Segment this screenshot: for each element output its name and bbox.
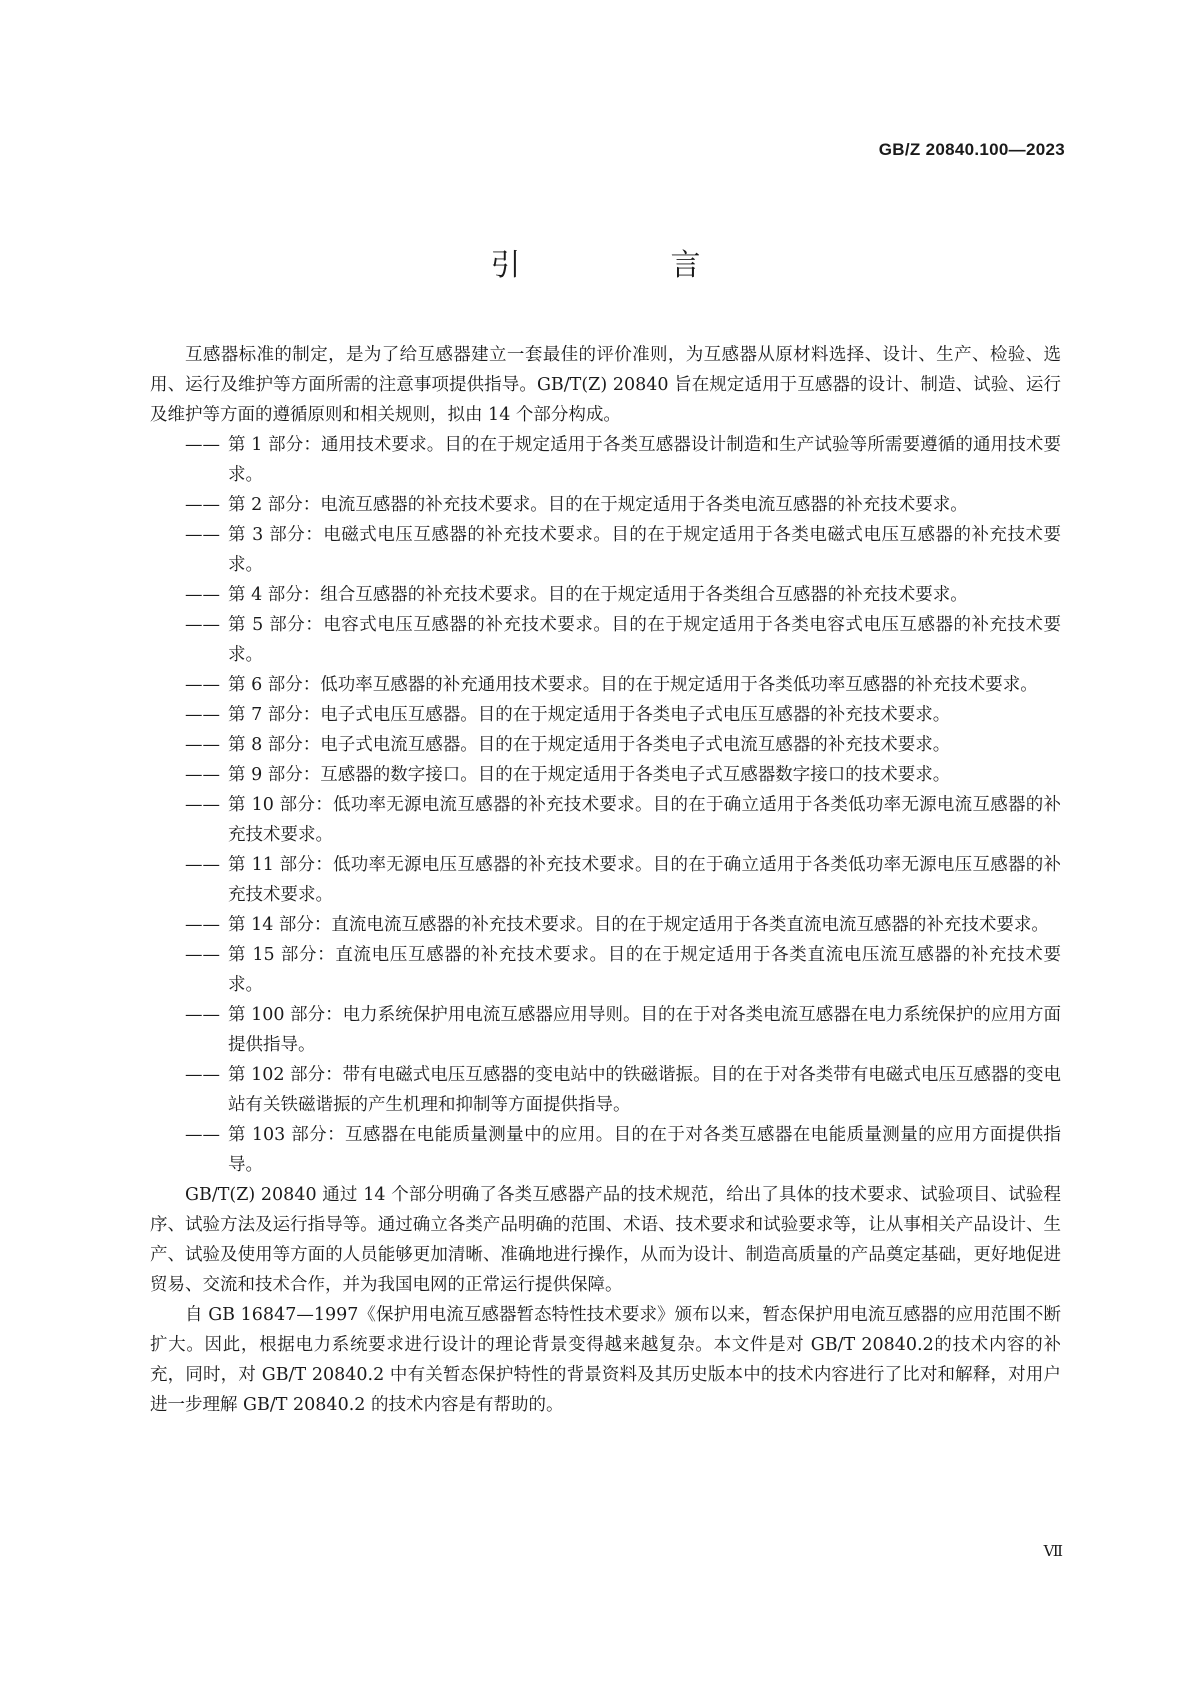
- list-item: [150, 790, 1061, 850]
- list-item: [150, 700, 1061, 730]
- list-item-text: 第 11 部分：低功率无源电压互感器的补充技术要求。目的在于确立适用于各类低功率无源电压互感器的补充技术要求。: [228, 855, 1061, 905]
- list-item: [150, 430, 1061, 490]
- list-item: [150, 1060, 1061, 1120]
- list-item-text: 第 2 部分：电流互感器的补充技术要求。目的在于规定适用于各类电流互感器的补充技术要求。: [228, 495, 968, 515]
- list-dash: ——: [185, 435, 220, 455]
- list-item: [150, 670, 1061, 700]
- page-title: 引 言: [490, 248, 761, 283]
- list-item-text: 第 100 部分：电力系统保护用电流互感器应用导则。目的在于对各类电流互感器在电力系统保护的应用方面提供指导。: [228, 1005, 1061, 1055]
- list-dash: ——: [185, 855, 220, 875]
- list-item: [150, 850, 1061, 910]
- list-item: [150, 520, 1061, 580]
- list-item-text: 第 102 部分：带有电磁式电压互感器的变电站中的铁磁谐振。目的在于对各类带有电磁式电压互感器的变电站有关铁磁谐振的产生机理和抑制等方面提供指导。: [228, 1065, 1061, 1115]
- list-dash: ——: [185, 735, 220, 755]
- list-item-text: 第 1 部分：通用技术要求。目的在于规定适用于各类互感器设计制造和生产试验等所需要遵循的通用技术要求。: [228, 435, 1061, 485]
- list-dash: ——: [185, 585, 220, 605]
- list-item: [150, 490, 1061, 520]
- parts-list: [150, 430, 1061, 1180]
- list-dash: ——: [185, 525, 220, 545]
- list-dash: ——: [185, 1065, 220, 1085]
- list-item: [150, 610, 1061, 670]
- summary-paragraph: GB/T(Z) 20840 通过 14 个部分明确了各类互感器产品的技术规范，给出了具体的技术要求、试验项目、试验程序、试验方法及运行指导等。通过确立各类产品明确的范围、术语、技术要求和试验要求等，让从事相关产品设计、生产、试验及使用等方面的人员能够更加清晰、准确地进行操作，从而为设计、制造高质量的产品奠定基础，更好地促进贸易、交流和技术合作，并为我国电网的正常运行提供保障。: [150, 1185, 1061, 1295]
- list-item: [150, 730, 1061, 760]
- standard-code: GB/Z 20840.100—2023: [878, 140, 1065, 159]
- list-item-text: 第 15 部分：直流电压互感器的补充技术要求。目的在于规定适用于各类直流电压流互感器的补充技术要求。: [228, 945, 1061, 995]
- list-dash: ——: [185, 1005, 220, 1025]
- list-item-text: 第 6 部分：低功率互感器的补充通用技术要求。目的在于规定适用于各类低功率互感器的补充技术要求。: [228, 675, 1038, 695]
- list-item: [150, 1000, 1061, 1060]
- list-item-text: 第 4 部分：组合互感器的补充技术要求。目的在于规定适用于各类组合互感器的补充技术要求。: [228, 585, 968, 605]
- list-dash: ——: [185, 795, 220, 815]
- page-number: Ⅶ: [1043, 1542, 1063, 1560]
- list-dash: ——: [185, 705, 220, 725]
- list-item-text: 第 7 部分：电子式电压互感器。目的在于规定适用于各类电子式电压互感器的补充技术要求。: [228, 705, 951, 725]
- intro-paragraph: 互感器标准的制定，是为了给互感器建立一套最佳的评价准则，为互感器从原材料选择、设计、生产、检验、选用、运行及维护等方面所需的注意事项提供指导。GB/T(Z) 20840 旨在规定适用于互感器的设计、制造、试验、运行及维护等方面的遵循原则和相关规则，拟由 14 个部分构成。: [150, 345, 1061, 425]
- list-item: [150, 1120, 1061, 1180]
- list-dash: ——: [185, 495, 220, 515]
- list-item-text: 第 8 部分：电子式电流互感器。目的在于规定适用于各类电子式电流互感器的补充技术要求。: [228, 735, 951, 755]
- list-dash: ——: [185, 765, 220, 785]
- list-item: [150, 910, 1061, 940]
- list-item-text: 第 3 部分：电磁式电压互感器的补充技术要求。目的在于规定适用于各类电磁式电压互感器的补充技术要求。: [228, 525, 1061, 575]
- history-paragraph: 自 GB 16847—1997《保护用电流互感器暂态特性技术要求》颁布以来，暂态保护用电流互感器的应用范围不断扩大。因此，根据电力系统要求进行设计的理论背景变得越来越复杂。本文件是对 GB/T 20840.2的技术内容的补充，同时，对 GB/T 20840.2 中有关暂态保护特性的背景资料及其历史版本中的技术内容进行了比对和解释，对用户进一步理解 GB/T 20840.2 的技术内容是有帮助的。: [150, 1305, 1061, 1415]
- list-item: [150, 760, 1061, 790]
- list-item-text: 第 5 部分：电容式电压互感器的补充技术要求。目的在于规定适用于各类电容式电压互感器的补充技术要求。: [228, 615, 1061, 665]
- list-item-text: 第 10 部分：低功率无源电流互感器的补充技术要求。目的在于确立适用于各类低功率无源电流互感器的补充技术要求。: [228, 795, 1061, 845]
- list-item: [150, 940, 1061, 1000]
- list-dash: ——: [185, 945, 220, 965]
- list-item-text: 第 14 部分：直流电流互感器的补充技术要求。目的在于规定适用于各类直流电流互感器的补充技术要求。: [228, 915, 1049, 935]
- document-body: [150, 340, 1061, 1420]
- list-dash: ——: [185, 915, 220, 935]
- list-item-text: 第 9 部分：互感器的数字接口。目的在于规定适用于各类电子式互感器数字接口的技术要求。: [228, 765, 951, 785]
- list-item-text: 第 103 部分：互感器在电能质量测量中的应用。目的在于对各类互感器在电能质量测量的应用方面提供指导。: [228, 1125, 1061, 1175]
- list-dash: ——: [185, 1125, 220, 1145]
- list-dash: ——: [185, 615, 220, 635]
- list-dash: ——: [185, 675, 220, 695]
- list-item: [150, 580, 1061, 610]
